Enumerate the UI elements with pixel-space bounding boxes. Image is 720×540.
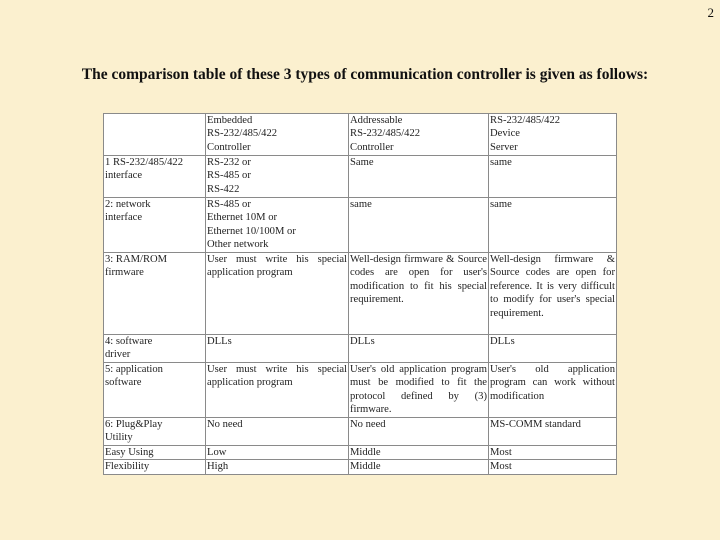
table-row [104, 253, 617, 335]
table-cell: RS-485 or Ethernet 10M or Ethernet 10/100M or Other network [206, 198, 349, 253]
header-cell-embedded: Embedded RS-232/485/422 Controller [206, 114, 349, 156]
table-cell: Most [489, 460, 617, 474]
table-cell: same [489, 198, 617, 253]
table-cell: DLLs [489, 335, 617, 363]
row-label-cell: 2: network interface [104, 198, 206, 253]
table-row [104, 335, 617, 363]
table-cell: RS-232 or RS-485 or RS-422 [206, 156, 349, 198]
table-cell: DLLs [206, 335, 349, 363]
row-label-cell: 3: RAM/ROM firmware [104, 253, 206, 335]
table-row [104, 363, 617, 418]
row-label-cell: Flexibility [104, 460, 206, 474]
page-heading: The comparison table of these 3 types of communication controller is given as follows: [81, 66, 649, 83]
row-label-cell: 1 RS-232/485/422 interface [104, 156, 206, 198]
header-cell-blank [104, 114, 206, 156]
table-cell: Well-design firmware & Source codes are open for user's modification to fit his special requirement. [349, 253, 489, 335]
table-row [104, 198, 617, 253]
table-cell: Middle [349, 446, 489, 460]
table-row [104, 460, 617, 474]
table-row [104, 446, 617, 460]
table-row [104, 418, 617, 446]
table-cell: User's old application program can work without modification [489, 363, 617, 418]
comparison-table [103, 113, 617, 475]
header-cell-device-server: RS-232/485/422 Device Server [489, 114, 617, 156]
page-number: 2 [707, 5, 714, 20]
table-cell: User's old application program must be modified to fit the protocol defined by (3) firmware. [349, 363, 489, 418]
header-cell-addressable: Addressable RS-232/485/422 Controller [349, 114, 489, 156]
row-label-cell: 4: software driver [104, 335, 206, 363]
table-cell: DLLs [349, 335, 489, 363]
table-header-row [104, 114, 617, 156]
table-cell: same [349, 198, 489, 253]
table-cell: High [206, 460, 349, 474]
row-label-cell: 6: Plug&Play Utility [104, 418, 206, 446]
table-cell: Same [349, 156, 489, 198]
row-label-cell: 5: application software [104, 363, 206, 418]
table-cell: Low [206, 446, 349, 460]
table-cell: Most [489, 446, 617, 460]
table-cell: same [489, 156, 617, 198]
table-cell: No need [349, 418, 489, 446]
table-cell: No need [206, 418, 349, 446]
table-row [104, 156, 617, 198]
table-cell: User must write his special application program [206, 253, 349, 335]
table-cell: User must write his special application program [206, 363, 349, 418]
table-cell: Middle [349, 460, 489, 474]
table-cell: MS-COMM standard [489, 418, 617, 446]
row-label-cell: Easy Using [104, 446, 206, 460]
table-cell: Well-design firmware & Source codes are open for reference. It is very difficult to modify for user's special requirement. [489, 253, 617, 335]
